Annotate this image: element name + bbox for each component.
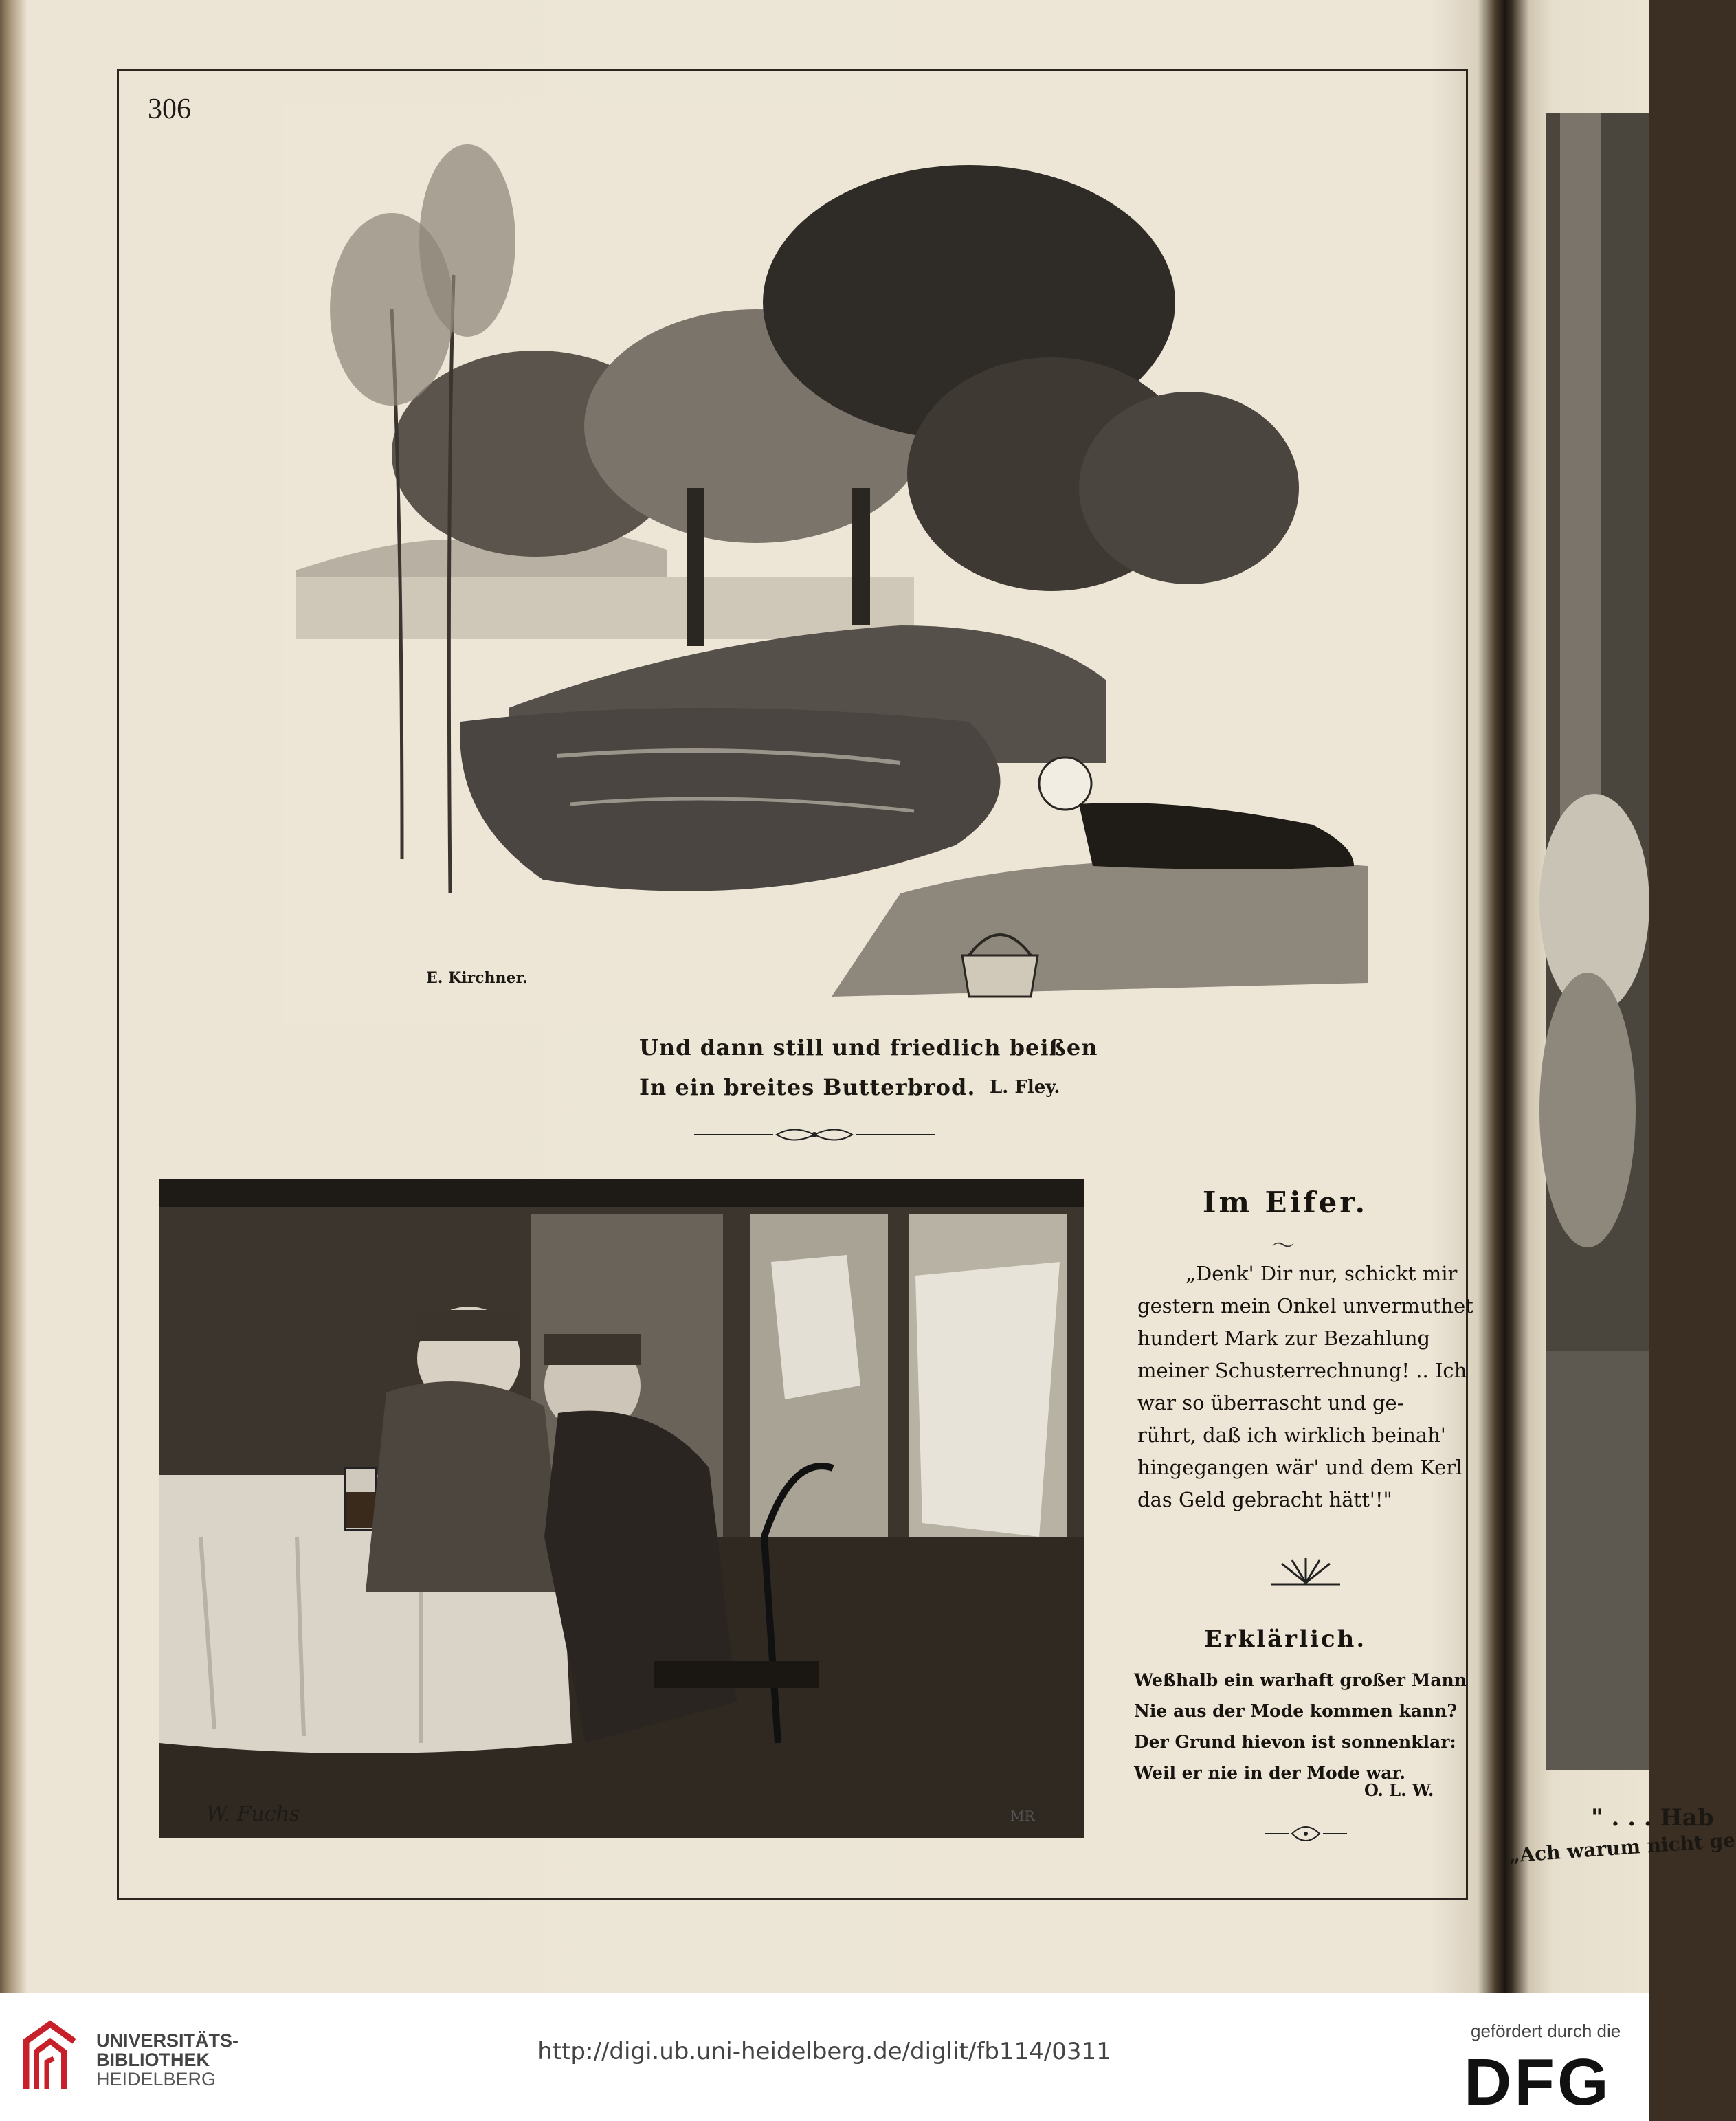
poem-1-title: Im Eifer.	[1202, 1186, 1368, 1219]
poem-1-line: war so überrascht und ge-	[1137, 1391, 1404, 1414]
poem-1-line: meiner Schusterrechnung! .. Ich	[1137, 1359, 1467, 1382]
sunburst-ornament	[1268, 1557, 1344, 1591]
poem-2-line: Weßhalb ein warhaft großer Mann	[1134, 1670, 1467, 1690]
landscape-signature: E. Kirchner.	[426, 969, 528, 987]
dfg-logo[interactable]: DFG	[1464, 2045, 1612, 2119]
caption-line-2: In ein breites Butterbrod.	[639, 1074, 976, 1100]
poem-2-author: O. L. W.	[1364, 1780, 1434, 1800]
poem-1-text	[1137, 1258, 1473, 1516]
end-ornament	[1265, 1820, 1347, 1847]
poem-1-line: gestern mein Onkel unvermuthet	[1137, 1294, 1473, 1318]
poem-2-line: Weil er nie in der Mode war.	[1134, 1763, 1406, 1783]
poem-1-line: hundert Mark zur Bezahlung	[1137, 1326, 1431, 1350]
poem-2-line: Nie aus der Mode kommen kann?	[1134, 1701, 1458, 1721]
poem-1-line: rührt, daß ich wirklich beinah'	[1137, 1423, 1446, 1447]
permalink-url[interactable]: http://digi.ub.uni-heidelberg.de/diglit/fb114/0311	[537, 2038, 1111, 2065]
caption-line-1: Und dann still und friedlich beißen	[639, 1034, 1098, 1060]
divider-ornament	[694, 1124, 935, 1145]
page-number: 306	[148, 93, 191, 125]
tavern-monogram: MR	[1010, 1808, 1035, 1824]
opposite-page-caption-1: " . . . Hab	[1591, 1804, 1714, 1832]
poem-2-text	[1134, 1665, 1467, 1788]
poem-1-line: das Geld gebracht hätt'!"	[1137, 1488, 1392, 1511]
landscape-illustration	[282, 103, 1368, 1024]
funded-by-label: gefördert durch die	[1471, 2021, 1621, 2041]
poem-2-line: Der Grund hievon ist sonnenklar:	[1134, 1732, 1456, 1752]
tavern-signature: W. Fuchs	[206, 1802, 300, 1826]
tavern-illustration	[159, 1179, 1084, 1838]
caption-author: L. Fley.	[990, 1077, 1060, 1098]
opposite-page-caption-2: „Ach warum nicht ge	[1508, 1828, 1736, 1867]
logo-line-3: HEIDELBERG	[96, 2069, 216, 2089]
opposite-page-illustration	[1546, 113, 1649, 1770]
title-flourish: 〜	[1271, 1232, 1295, 1260]
poem-1-line: hingegangen wär' und dem Kerl	[1137, 1456, 1462, 1479]
logo-line-1: UNIVERSITÄTS-	[96, 2030, 239, 2051]
logo-line-2: BIBLIOTHEK	[96, 2050, 210, 2070]
poem-1-line: „Denk' Dir nur, schickt mir	[1186, 1262, 1458, 1285]
footer-bar	[0, 1993, 1649, 2121]
poem-2-title: Erklärlich.	[1203, 1625, 1367, 1653]
